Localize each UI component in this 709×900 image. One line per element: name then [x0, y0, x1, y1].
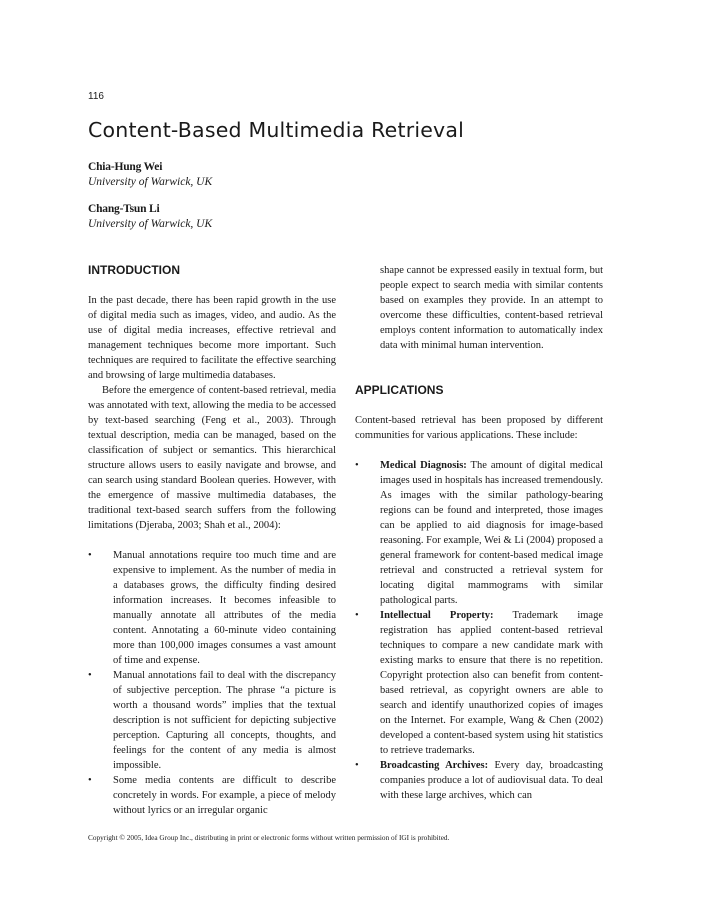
- list-item: [88, 548, 336, 668]
- section-heading-introduction: INTRODUCTION: [88, 263, 180, 277]
- author-affiliation: University of Warwick, UK: [88, 176, 213, 188]
- list-item: [88, 773, 336, 818]
- application-text: Trademark image registration has applied content-based retrieval techniques to compare a new candidate mark with existing marks to ensure that there is no repetition. Copyright protection also can benefit from content-based retrieval, as copyright owners are able to search and identify unauthorized copies of images on the Internet. For example, Wang & Chen (2002) developed a content-based system using hit statistics to retrieve trademarks.: [380, 610, 603, 756]
- applications-intro: Content-based retrieval has been proposed by different communities for various applications. These include:: [355, 415, 603, 441]
- intro-paragraph-2: Before the emergence of content-based retrieval, media was annotated with text, allowing the media to be accessed by text-based searching (Feng et al., 2003). Through textual description, media can be managed, based on the classification of subject or semantics. This hierarchical structure allows users to easily navigate and browse, and can search using standard Boolean queries. However, with the emergence of massive multimedia databases, the traditional text-based search suffers from the following limitations (Djeraba, 2003; Shah et al., 2004):: [88, 385, 336, 531]
- intro-paragraph-1: In the past decade, there has been rapid growth in the use of digital media such as images, video, and audio. As the use of digital media increases, effective retrieval and management techniques become more important. Such techniques are required to facilitate the effective searching and browsing of large multimedia databases.: [88, 295, 336, 381]
- application-text: Every day, broadcasting companies produce a lot of audiovisual data. To deal with these large archives, which can: [380, 760, 604, 801]
- author-name: Chang-Tsun Li: [88, 203, 160, 215]
- author-name: Chia-Hung Wei: [88, 161, 163, 173]
- section-heading-applications: APPLICATIONS: [355, 383, 444, 397]
- list-item: [355, 608, 603, 758]
- bullet-icon: •: [88, 775, 92, 786]
- application-term: Medical Diagnosis:: [380, 460, 467, 471]
- list-item-text: Manual annotations require too much time and are expensive to implement. As the number of media in a databases grows, the difficulty finding desired information increases. It becomes infeasible to manually annotate all attributes of the media content. Annotating a 60-minute video containing more than 100,000 images consumes a vast amount of time and expense.: [113, 550, 336, 666]
- bullet-icon: •: [355, 460, 359, 471]
- right-column: [355, 263, 603, 803]
- list-item: [88, 668, 336, 773]
- list-item-text: Some media contents are difficult to describe concretely in words. For example, a piece of melody without lyrics or an irregular organic: [113, 775, 336, 816]
- author-block-2: [88, 202, 212, 232]
- list-item: [355, 758, 603, 803]
- list-item: [355, 458, 603, 608]
- applications-list: [355, 458, 603, 803]
- copyright-notice: Copyright © 2005, Idea Group Inc., distributing in print or electronic forms without written permission of IGI is prohibited.: [88, 833, 450, 842]
- application-text: The amount of digital medical images used in hospitals has increased tremendously. As images with the similar pathology-bearing regions can be found and interpreted, those images can be applied to aid diagnosis for image-based reasoning. For example, Wei & Li (2004) proposed a general framework for content-based medical image retrieval and constructed a retrieval system for locating digital mammograms with similar pathological parts.: [380, 460, 603, 606]
- bullet-icon: •: [88, 550, 92, 561]
- application-term: Broadcasting Archives:: [380, 760, 489, 771]
- list-item-text: Manual annotations fail to deal with the discrepancy of subjective perception. The phrase “a picture is worth a thousand words” implies that the textual description is not sufficient for depicting subjective perception. Capturing all concepts, thoughts, and feelings for the content of any media is almost impossible.: [113, 670, 336, 771]
- left-column: [88, 263, 336, 818]
- author-affiliation: University of Warwick, UK: [88, 218, 213, 230]
- bullet-icon: •: [355, 760, 359, 771]
- limitations-list: [88, 548, 336, 818]
- application-term: Intellectual Property:: [380, 610, 494, 621]
- bullet-icon: •: [88, 670, 92, 681]
- author-block-1: [88, 160, 212, 190]
- bullet-continuation: shape cannot be expressed easily in textual form, but people expect to search media with similar contents based on examples they provide. In an attempt to overcome these difficulties, content-based retrieval employs content information to automatically index data with minimal human intervention.: [380, 265, 603, 351]
- page-number: 116: [88, 91, 104, 102]
- article-title: Content-Based Multimedia Retrieval: [88, 118, 465, 142]
- bullet-icon: •: [355, 610, 359, 621]
